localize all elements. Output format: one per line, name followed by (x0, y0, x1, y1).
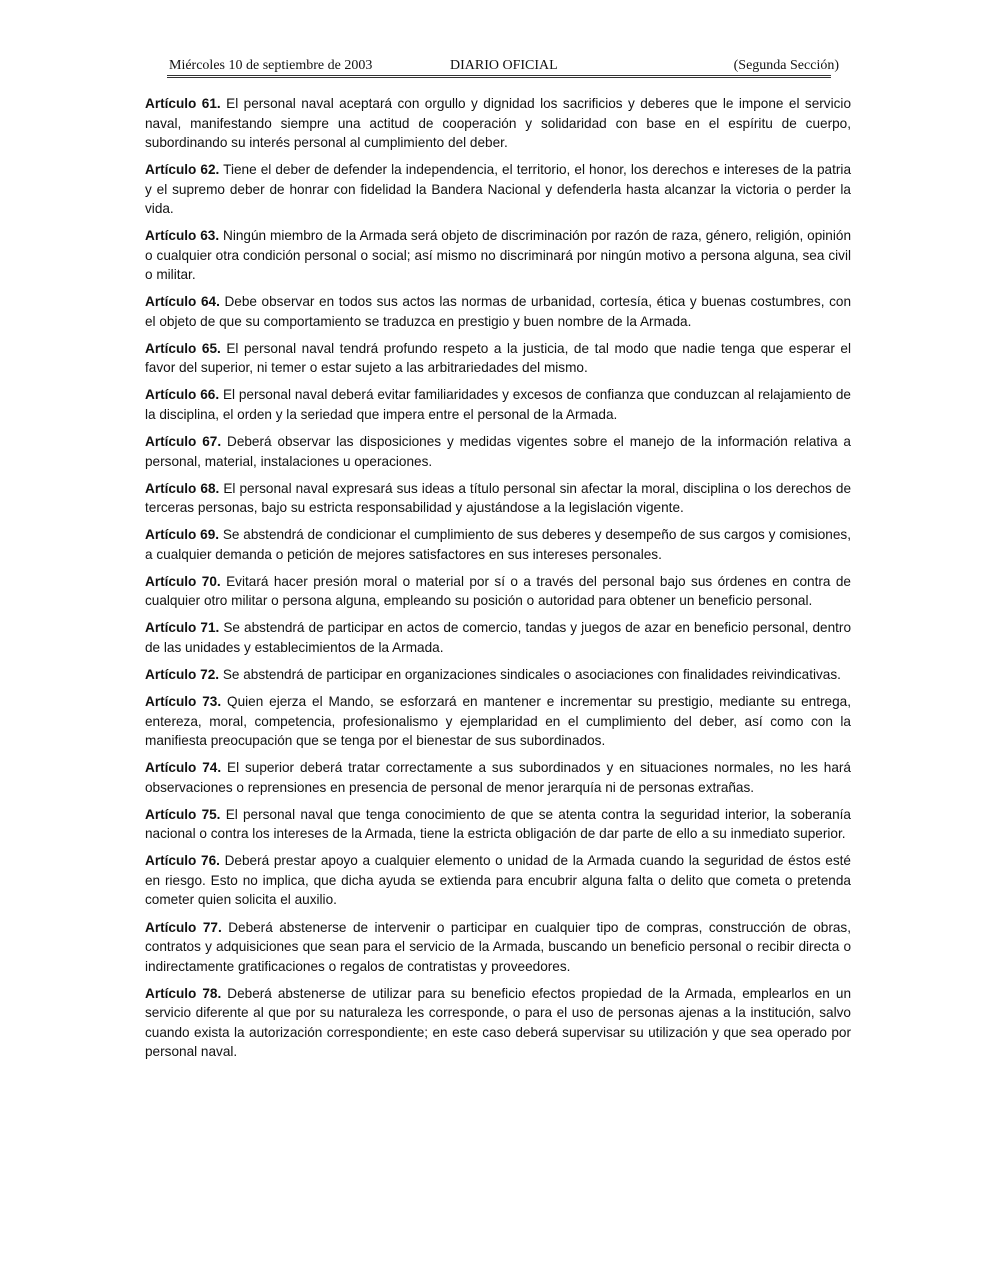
article-66 (145, 385, 851, 424)
article-label: Artículo 74. (145, 760, 222, 776)
article-text: Deberá prestar apoyo a cualquier elemento o unidad de la Armada cuando la seguridad de éstos esté en riesgo. Esto no implica, que dicha ayuda se extienda para encubrir alguna falta o delito que cometa o pretenda cometer quien solicita el auxilio. (145, 853, 851, 908)
article-label: Artículo 77. (145, 919, 222, 935)
article-text: El personal naval expresará sus ideas a título personal sin afectar la moral, disciplina o los derechos de terceras personas, bajo su estricta responsabilidad y ajustándose a la legislación vigente. (145, 480, 852, 516)
header-divider-secondary (167, 77, 831, 78)
article-64 (145, 292, 851, 331)
article-label: Artículo 62. (145, 162, 220, 178)
article-label: Artículo 61. (145, 96, 221, 111)
article-text: El personal naval que tenga conocimiento de que se atenta contra la seguridad interior, la soberanía nacional o contra los intereses de la Armada, tiene la estricta obligación de dar parte de ello a su inmediato superior. (145, 806, 851, 842)
article-text: El personal naval aceptará con orgullo y dignidad los sacrificios y deberes que le impone el servicio naval, manifestando siempre una actitud de cooperación y solidaridad con base en el espíritu de cuerpo, subordinando su interés personal al cumplimiento del deber. (145, 96, 851, 150)
article-68 (145, 479, 851, 518)
article-label: Artículo 67. (145, 434, 222, 450)
article-label: Artículo 73. (145, 694, 222, 710)
article-74 (145, 758, 851, 797)
article-text: El personal naval tendrá profundo respeto a la justicia, de tal modo que nadie tenga que esperar el favor del superior, ni temer o estar sujeto a las arbitrariedades del mismo. (145, 340, 852, 376)
header-date: Miércoles 10 de septiembre de 2003 (169, 58, 373, 73)
article-text: El personal naval deberá evitar familiaridades y excesos de confianza que conduzcan al relajamiento de la disciplina, el orden y la seriedad que impera entre el personal de la Armada. (145, 387, 851, 422)
article-label: Artículo 70. (145, 573, 221, 589)
header-section: (Segunda Sección) (733, 58, 839, 73)
article-label: Artículo 66. (145, 387, 220, 403)
article-text: Se abstendrá de participar en organizaciones sindicales o asociaciones con finalidades reivindicativas. (222, 667, 841, 683)
article-text: Se abstendrá de condicionar el cumplimiento de sus deberes y desempeño de sus cargos y comisiones, a cualquier demanda o petición de mejores satisfactores en sus intereses personales. (145, 527, 851, 562)
article-label: Artículo 68. (145, 480, 220, 496)
article-text: Se abstendrá de participar en actos de comercio, tandas y juegos de azar en beneficio personal, dentro de las unidades y establecimientos de la Armada. (145, 620, 852, 655)
article-text: Deberá abstenerse de intervenir o participar en cualquier tipo de compras, construcción de obras, contratos y adquisiciones que sean para el servicio de la Armada, buscando un beneficio personal o recibir directa o indirectamente gratificaciones o regalos de contratistas y proveedores. (145, 919, 851, 974)
article-label: Artículo 78. (145, 985, 222, 1001)
article-label: Artículo 65. (145, 340, 221, 356)
article-label: Artículo 69. (145, 527, 220, 543)
header-divider (167, 75, 831, 76)
article-label: Artículo 76. (145, 853, 220, 869)
article-text: Deberá abstenerse de utilizar para su beneficio efectos propiedad de la Armada, emplearlos en un servicio diferente al que por su naturaleza les corresponde, o para el uso de personas ajenas a la institución, salvo cuando exista la autorización correspondiente; en este caso deberá supervisar su utilización y que sea operado por personal naval. (145, 985, 851, 1060)
article-65 (145, 339, 851, 378)
header-title: DIARIO OFICIAL (450, 58, 558, 73)
article-77 (145, 918, 851, 977)
article-73 (145, 692, 851, 751)
article-text: Tiene el deber de defender la independencia, el territorio, el honor, los derechos e intereses de la patria y el supremo deber de honrar con fidelidad la Bandera Nacional y defenderla hasta alcanzar la victoria o perder la vida. (145, 162, 852, 217)
article-75 (145, 805, 851, 844)
article-63 (145, 226, 851, 285)
article-text: Ningún miembro de la Armada será objeto de discriminación por razón de raza, género, religión, opinión o cualquier otra condición personal o social; así mismo no discriminará por ningún motivo a persona alguna, sea civil o militar. (145, 228, 852, 283)
article-label: Artículo 64. (145, 294, 220, 310)
article-label: Artículo 75. (145, 806, 221, 822)
article-text: Quien ejerza el Mando, se esforzará en mantener e incrementar su prestigio, mediante su entrega, entereza, moral, competencia, profesionalismo y ejemplaridad en el cumplimiento del deber, así como con la manifiesta preocupación que se tenga por el bienestar de sus subordinados. (145, 694, 851, 749)
article-text: Deberá observar las disposiciones y medidas vigentes sobre el manejo de la información relativa a personal, material, instalaciones u operaciones. (145, 434, 851, 469)
article-text: Evitará hacer presión moral o material por sí o a través del personal bajo sus órdenes en contra de cualquier otro militar o persona alguna, empleando su posición o autoridad para obtener un beneficio personal. (145, 573, 851, 609)
article-76 (145, 851, 851, 910)
article-78 (145, 984, 851, 1062)
article-67 (145, 432, 851, 471)
article-text: Debe observar en todos sus actos las normas de urbanidad, cortesía, ética y buenas costumbres, con el objeto de que su comportamiento se traduzca en prestigio y buen nombre de la Armada. (145, 294, 852, 329)
document-body (145, 94, 851, 1069)
article-61 (145, 94, 851, 153)
article-label: Artículo 63. (145, 228, 220, 244)
page-header (169, 57, 839, 75)
article-label: Artículo 72. (145, 667, 220, 683)
article-71 (145, 618, 851, 657)
article-69 (145, 525, 851, 564)
article-text: El superior deberá tratar correctamente a sus subordinados y en situaciones normales, no les hará observaciones o reprensiones en presencia de personal de menor jerarquía ni de personas extrañas. (145, 760, 851, 795)
article-72 (145, 665, 851, 685)
article-label: Artículo 71. (145, 620, 220, 636)
article-70 (145, 572, 851, 611)
article-62 (145, 160, 851, 219)
